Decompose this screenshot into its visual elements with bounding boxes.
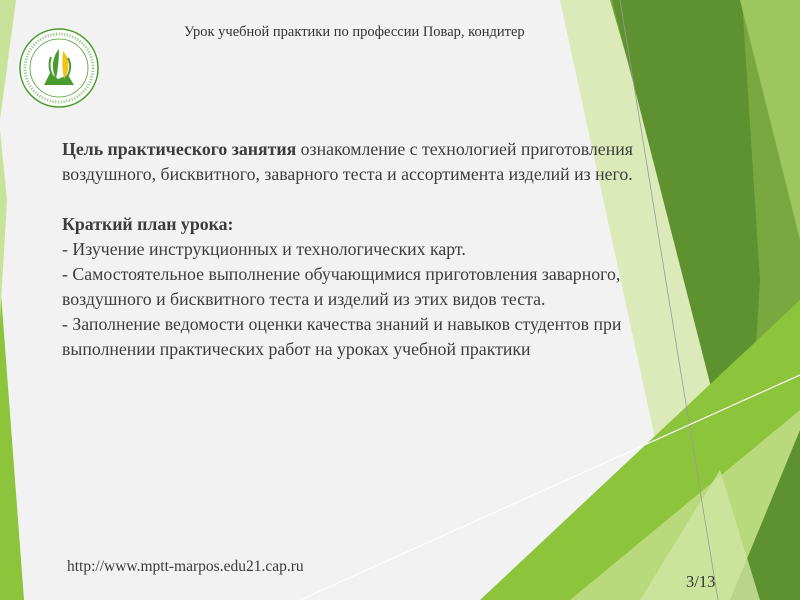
goal-label: Цель практического занятия: [62, 139, 297, 159]
page-number: 3/13: [686, 572, 716, 591]
goal-paragraph: [62, 137, 702, 187]
goal-text: ознакомление с технологией приготовления воздушного, бисквитного, заварного теста и ассортимента изделий из него.: [62, 139, 633, 184]
plan-title: Краткий план урока:: [62, 214, 234, 234]
college-emblem-wheat-icon: [18, 27, 100, 109]
plan-item: - Изучение инструкционных и технологических карт.: [62, 239, 466, 259]
plan-item: - Самостоятельное выполнение обучающимися приготовления заварного, воздушного и бисквитного теста и изделий из этих видов теста.: [62, 264, 621, 309]
content-area: [62, 137, 702, 362]
footer-url-link[interactable]: http://www.mptt-marpos.edu21.cap.ru: [67, 558, 304, 575]
header-title: Урок учебной практики по профессии Повар, кондитер: [184, 24, 525, 40]
deco-facet-left-bright: [0, 280, 24, 600]
deco-facet-left-pale: [0, 0, 16, 120]
plan-item: - Заполнение ведомости оценки качества знаний и навыков студентов при выполнении практических работ на уроках учебной практики: [62, 314, 622, 359]
deco-facet-left-thin: [0, 130, 7, 320]
